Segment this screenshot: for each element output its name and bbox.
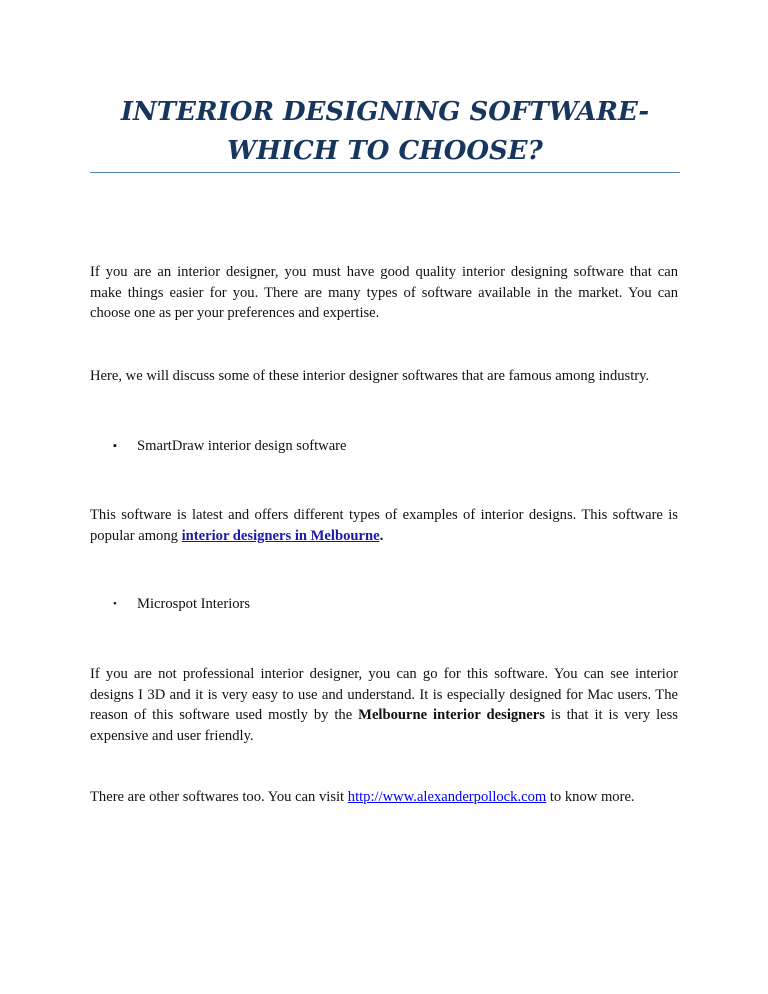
bullet-item-microspot (113, 594, 250, 614)
smartdraw-text: This software is latest and offers different types of examples of interior designs. This software is popular among (90, 507, 678, 544)
microspot-paragraph (90, 664, 678, 746)
closing-text-end: to know more. (546, 789, 635, 805)
melbourne-designers-bold: Melbourne interior designers (358, 707, 545, 723)
title-line-1: INTERIOR DESIGNING SOFTWARE- (120, 97, 650, 127)
melbourne-designers-link[interactable]: interior designers in Melbourne (181, 527, 380, 544)
closing-paragraph (90, 787, 678, 808)
bullet-label-microspot: Microspot Interiors (137, 596, 251, 612)
page-title (90, 93, 680, 171)
smartdraw-text-end: . (379, 527, 384, 544)
smartdraw-paragraph (90, 505, 678, 546)
microspot-text-end: is that it is very less expensive and user friendly. (90, 707, 678, 744)
title-line-2: WHICH TO CHOOSE? (227, 136, 543, 166)
intro-paragraph: If you are an interior designer, you must have good quality interior designing software that can make things easier for you. There are many types of software available in the market. You can choose one as per your preferences and expertise. (90, 264, 678, 321)
alexanderpollock-link[interactable]: http://www.alexanderpollock.com (347, 789, 547, 805)
bullet-icon: • (113, 598, 117, 610)
title-underline-rule (90, 172, 680, 173)
bullet-icon: ▪ (113, 440, 117, 452)
microspot-text: If you are not professional interior designer, you can go for this software. You can see interior designs I 3D and it is very easy to use and understand. It is especially designed for Mac users. The reason of this software used mostly by the (90, 666, 678, 723)
closing-text: There are other softwares too. You can visit (90, 789, 348, 805)
discussion-paragraph: Here, we will discuss some of these interior designer softwares that are famous among industry. (90, 368, 650, 384)
bullet-label-smartdraw: SmartDraw interior design software (137, 438, 347, 454)
bullet-item-smartdraw (113, 436, 347, 456)
